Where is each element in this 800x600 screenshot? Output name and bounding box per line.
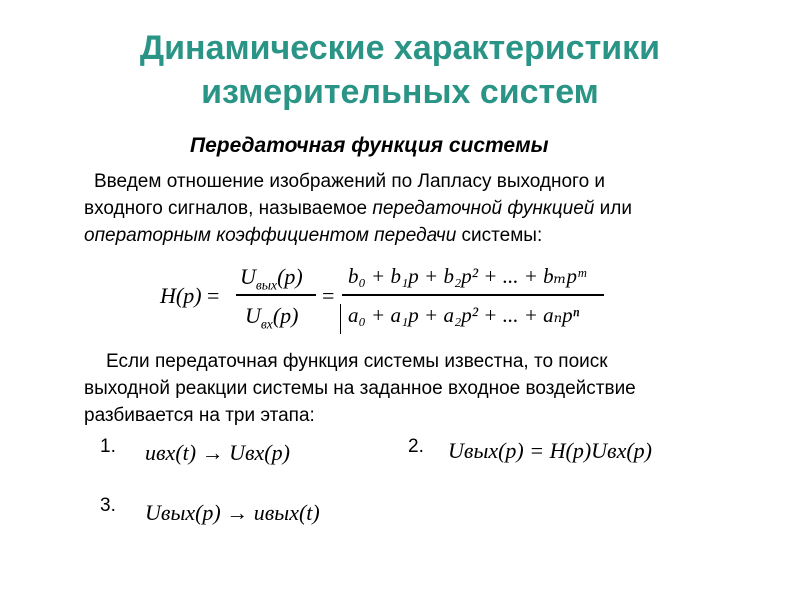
intro-text: или: [594, 198, 632, 219]
steps-intro-paragraph: [84, 348, 744, 429]
para2-line-2: выходной реакции системы на заданное входное воздействие: [84, 378, 636, 399]
term-transfer-function: передаточной функцией: [372, 198, 595, 219]
formula-lhs: H(p) =: [160, 283, 220, 308]
step-1-formula: uвх(t) → Uвх(p): [145, 440, 290, 465]
title-line-1: Динамические характеристики: [139, 29, 661, 67]
intro-text: входного сигналов, называемое: [84, 198, 373, 219]
fraction1-numerator: $U_{вых}(p)$: [240, 264, 303, 293]
para2-line-1: Если передаточная функция системы известна, то поиск: [106, 351, 608, 372]
intro-line-2: [84, 195, 724, 222]
step-1-number: 1.: [100, 436, 116, 457]
formula-eq-2: =: [322, 283, 335, 308]
intro-line-1: Введем отношение изображений по Лапласу выходного и: [94, 171, 606, 192]
intro-paragraph: [84, 168, 724, 249]
step-2-formula: Uвых(p) = H(p)Uвх(p): [448, 438, 652, 463]
fraction2-bar: [342, 294, 604, 296]
fraction2-denominator: a₀ + a₁p + a₂p² + ... + aₙpⁿ: [348, 303, 580, 327]
fraction2-numerator: b₀ + b₁p + b₂p² + ... + bₘpᵐ: [348, 264, 586, 288]
title-line-2: измерительных систем: [201, 73, 599, 111]
step-3-number: 3.: [100, 495, 116, 516]
slide-title: [0, 26, 800, 114]
para2-line-3: разбивается на три этапа:: [84, 405, 315, 426]
intro-line-3: [84, 222, 724, 249]
intro-text: системы:: [456, 225, 543, 246]
step-2-number: 2.: [408, 436, 424, 457]
fraction1-bar: [236, 294, 316, 296]
fraction1-denominator: $U_{вх}(p)$: [245, 303, 299, 332]
section-subtitle: Передаточная функция системы: [190, 134, 549, 157]
step-3-formula: Uвых(p) → uвых(t): [145, 500, 320, 525]
term-operator-coefficient: операторным коэффициентом передачи: [84, 225, 457, 246]
left-bracket-decoration: [340, 304, 344, 334]
